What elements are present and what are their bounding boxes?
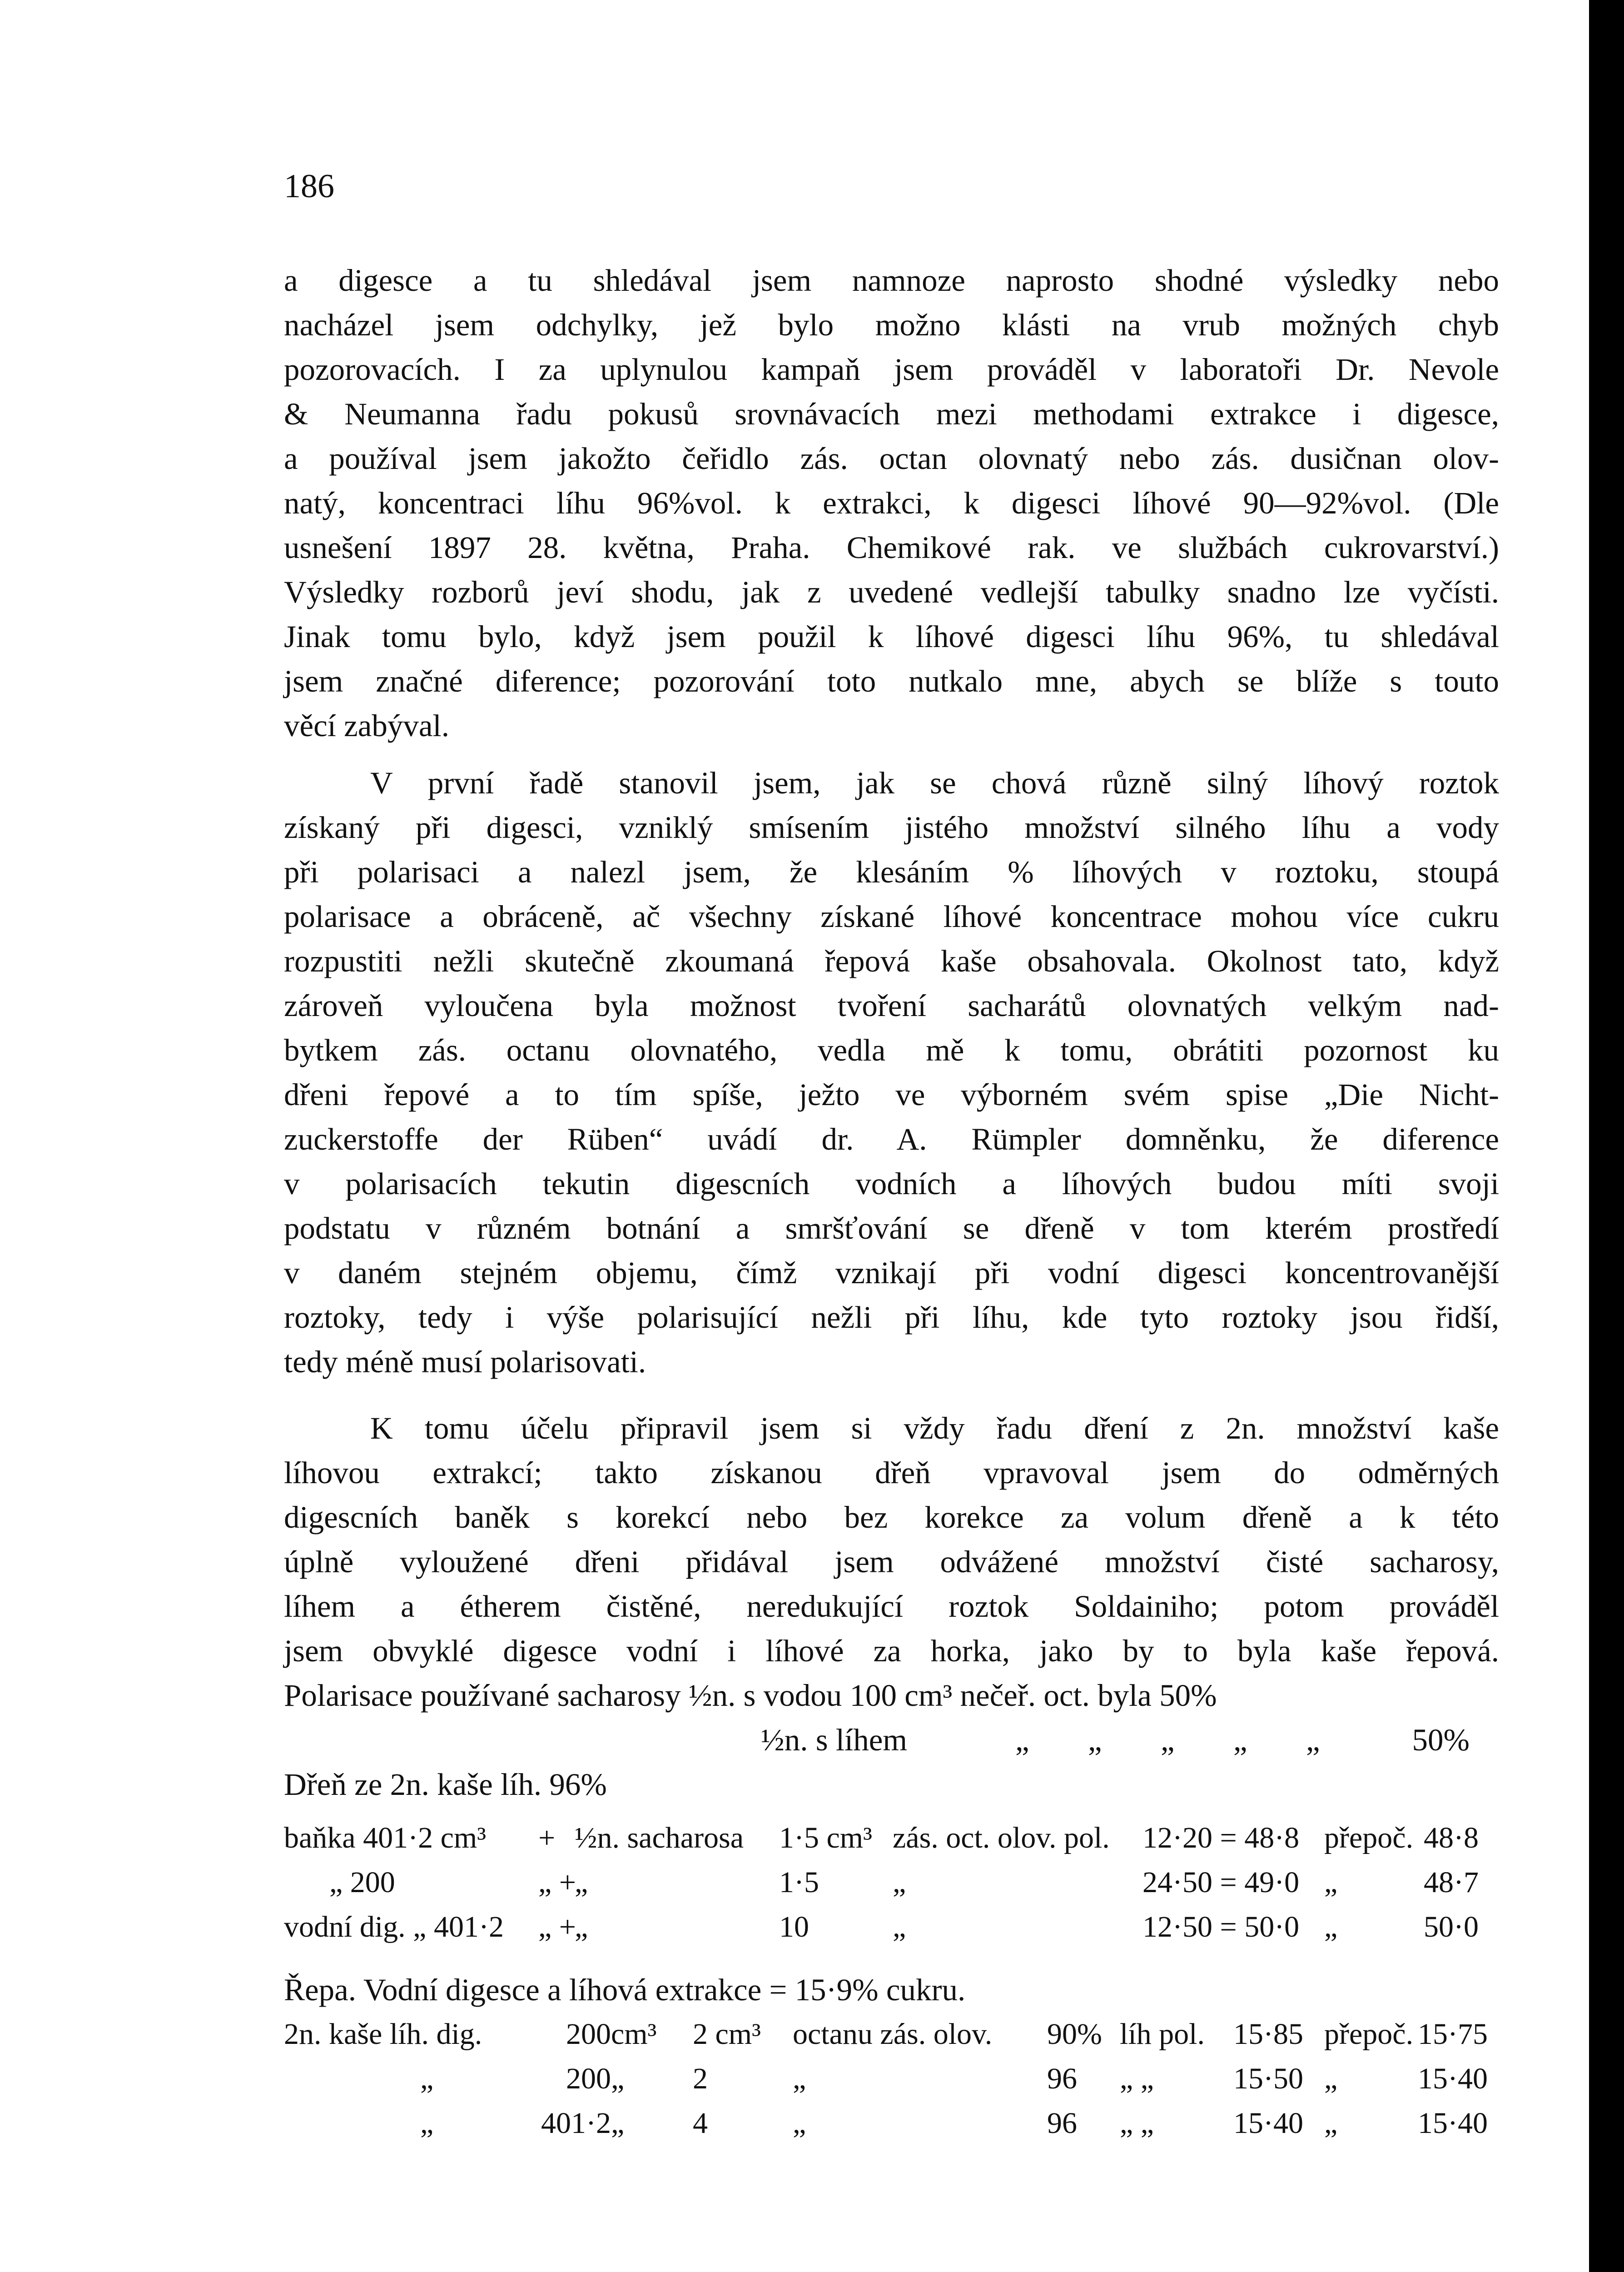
table-cell: octanu zás. olov. (793, 2018, 993, 2051)
marrow-heading-text: Dřeň ze 2n. kaše líh. 96% (284, 1767, 607, 1802)
table-cell: 1·5 (779, 1866, 819, 1899)
table-cell: 200 (566, 2062, 611, 2095)
page-text (284, 258, 1499, 2146)
text-line: roztoky, tedy i výše polarisující nežli při líhu, kde tyto roztoky jsou řidší, (284, 1300, 1499, 1335)
table-cell: + (538, 1821, 556, 1854)
text-line: získaný při digesci, vzniklý smísením jistého množství silného líhu a vody (284, 810, 1499, 845)
text-line: pozorovacích. I za uplynulou kampaň jsem prováděl v laboratoři Dr. Nevole (284, 352, 1499, 387)
text-line: Jinak tomu bylo, když jsem použil k líhové digesci líhu 96%, tu shledával (284, 619, 1499, 654)
scan-edge (1589, 0, 1624, 2272)
table-cell: 1·5 cm³ (779, 1821, 872, 1854)
table-cell: 200 (566, 2018, 611, 2051)
table-cell: baňka 401·2 cm³ (284, 1821, 486, 1854)
table-cell: „ (420, 2107, 434, 2140)
table-cell: 401·2 (541, 2107, 611, 2140)
text-line: nacházel jsem odchylky, jež bylo možno klásti na vrub možných chyb (284, 308, 1499, 342)
table-cell: „ (1324, 1866, 1338, 1899)
table-cell: 12·50 = 50·0 (1142, 1910, 1300, 1943)
polarisation-alcohol-label: ½n. s líhem (761, 1723, 907, 1757)
paragraph-3 (284, 1406, 1499, 1673)
table-cell: 96 (1047, 2062, 1077, 2095)
text-line: tedy méně musí polarisovati. (284, 1345, 646, 1379)
table-cell: „ (420, 2062, 434, 2095)
text-line: podstatu v různém botnání a smršťování se dřeně v tom kterém prostředí (284, 1211, 1499, 1246)
table-cell: „ (793, 2062, 806, 2095)
text-line: zároveň vyloučena byla možnost tvoření sacharátů olovnatých velkým nad- (284, 988, 1499, 1023)
table-cell: „ (893, 1866, 906, 1899)
text-line: digescních baněk s korekcí nebo bez korekce za volum dřeně a k této (284, 1500, 1499, 1535)
text-line: usnešení 1897 28. května, Praha. Chemikové rak. ve službách cukrovarství.) (284, 530, 1499, 565)
table-cell: „ + (538, 1910, 576, 1943)
table-cell: 48·7 (1424, 1866, 1479, 1899)
table-row (284, 2012, 1499, 2057)
text-line: líhem a étherem čistěné, neredukující roztok Soldainiho; potom prováděl (284, 1589, 1499, 1624)
table-cell: „ (893, 1910, 906, 1943)
polarisation-water-text: Polarisace používané sacharosy ½n. s vodou 100 cm³ nečeř. oct. byla 50% (284, 1678, 1217, 1713)
table-cell: 2 cm³ (693, 2018, 761, 2051)
paragraph-1 (284, 258, 1499, 748)
table-cell: ½n. sacharosa (575, 1821, 744, 1854)
ditto-mark: „ (1306, 1723, 1320, 1757)
table-cell: 12·20 = 48·8 (1142, 1821, 1300, 1854)
table-cell: „ (793, 2107, 806, 2140)
text-line: dřeni řepové a to tím spíše, ježto ve výborném svém spise „Die Nicht- (284, 1077, 1499, 1112)
text-line: rozpustiti nežli skutečně zkoumaná řepová kaše obsahovala. Okolnost tato, když (284, 944, 1499, 978)
page-number: 186 (284, 168, 334, 205)
table-cell: zás. oct. olov. pol. (893, 1821, 1110, 1854)
text-line: & Neumanna řadu pokusů srovnávacích mezi methodami extrakce i digesce, (284, 397, 1499, 431)
table-cell: „ (1324, 2062, 1338, 2095)
table-cell: „ (611, 2107, 625, 2140)
text-line: bytkem zás. octanu olovnatého, vedla mě k tomu, obrátiti pozornost ku (284, 1033, 1499, 1067)
table-cell: 15·40 (1418, 2107, 1488, 2140)
table-row (284, 1860, 1499, 1905)
ditto-mark: „ (1161, 1723, 1175, 1757)
text-line: a digesce a tu shledával jsem namnoze naprosto shodné výsledky nebo (284, 263, 1499, 298)
ditto-mark: „ (1233, 1723, 1247, 1757)
table-cell: „ „ (1120, 2107, 1154, 2140)
table-row (284, 1905, 1499, 1949)
table-cell: „ (575, 1866, 588, 1899)
text-line: Výsledky rozborů jeví shodu, jak z uvedené vedlejší tabulky snadno lze vyčísti. (284, 575, 1499, 609)
text-line: v daném stejném objemu, čímž vznikají při vodní digesci koncentrovanější (284, 1256, 1499, 1290)
table-cell: přepoč. (1324, 1821, 1414, 1854)
table-cell: 15·40 (1418, 2062, 1488, 2095)
table-cell: 15·75 (1418, 2018, 1488, 2051)
text-line: při polarisaci a nalezl jsem, že klesáním % líhových v roztoku, stoupá (284, 855, 1499, 889)
table-cell: 4 (693, 2107, 708, 2140)
table-cell: přepoč. (1324, 2018, 1414, 2051)
polarisation-alcohol-value: 50% (1412, 1723, 1470, 1757)
paragraph-2 (284, 761, 1499, 1384)
table-row (284, 1816, 1499, 1860)
polarisation-alcohol (284, 1718, 1499, 1762)
marrow-heading (284, 1762, 1499, 1807)
text-line: K tomu účelu připravil jsem si vždy řadu dření z 2n. množství kaše (370, 1411, 1499, 1445)
table-cell: 15·40 (1233, 2107, 1303, 2140)
table-cell: „ (1324, 1910, 1338, 1943)
text-line: jsem značné diference; pozorování toto nutkalo mne, abych se blíže s touto (284, 664, 1499, 698)
table-cell: „ (611, 2062, 625, 2095)
table-cell: líh pol. (1120, 2018, 1205, 2051)
table-cell: „ 200 (329, 1866, 395, 1899)
table-cell: 15·50 (1233, 2062, 1303, 2095)
table-2 (284, 2012, 1499, 2146)
text-line: jsem obvyklé digesce vodní i líhové za horka, jako by to byla kaše řepová. (284, 1634, 1499, 1668)
text-line: zuckerstoffe der Rüben“ uvádí dr. A. Rümpler domněnku, že diference (284, 1122, 1499, 1156)
table-cell: 2n. kaše líh. dig. (284, 2018, 482, 2051)
table-1 (284, 1816, 1499, 1949)
ditto-mark: „ (1088, 1723, 1102, 1757)
table-cell: vodní dig. „ 401·2 (284, 1910, 504, 1943)
table-cell: 15·85 (1233, 2018, 1303, 2051)
table-cell: 2 (693, 2062, 708, 2095)
text-line: polarisace a obráceně, ač všechny získané líhové koncentrace mohou více cukru (284, 899, 1499, 934)
table-cell: 10 (779, 1910, 809, 1943)
polarisation-water (284, 1673, 1499, 1718)
table-cell: 90% (1047, 2018, 1102, 2051)
table-row (284, 2101, 1499, 2146)
table-row (284, 2057, 1499, 2101)
table-cell: cm³ (611, 2018, 657, 2051)
text-line: líhovou extrakcí; takto získanou dřeň vpravoval jsem do odměrných (284, 1455, 1499, 1490)
text-line: V první řadě stanovil jsem, jak se chová různě silný líhový roztok (370, 766, 1499, 800)
ditto-mark: „ (1015, 1723, 1029, 1757)
table-cell: „ + (538, 1866, 576, 1899)
beet-heading (284, 1968, 1499, 2012)
text-line: věcí zabýval. (284, 708, 449, 743)
text-line: v polarisacích tekutin digescních vodních a líhových budou míti svoji (284, 1166, 1499, 1201)
table-cell: 96 (1047, 2107, 1077, 2140)
text-line: úplně vyloužené dřeni přidával jsem odvážené množství čisté sacharosy, (284, 1545, 1499, 1579)
table-cell: 24·50 = 49·0 (1142, 1866, 1300, 1899)
table-cell: 50·0 (1424, 1910, 1479, 1943)
text-line: a používal jsem jakožto čeřidlo zás. octan olovnatý nebo zás. dusičnan olov- (284, 441, 1499, 476)
table-cell: „ (1324, 2107, 1338, 2140)
table-cell: „ „ (1120, 2062, 1154, 2095)
table-cell: „ (575, 1910, 588, 1943)
beet-heading-text: Řepa. Vodní digesce a líhová extrakce = 15·9% cukru. (284, 1973, 966, 2007)
text-line: natý, koncentraci líhu 96%vol. k extrakci, k digesci líhové 90—92%vol. (Dle (284, 486, 1499, 520)
table-cell: 48·8 (1424, 1821, 1479, 1854)
